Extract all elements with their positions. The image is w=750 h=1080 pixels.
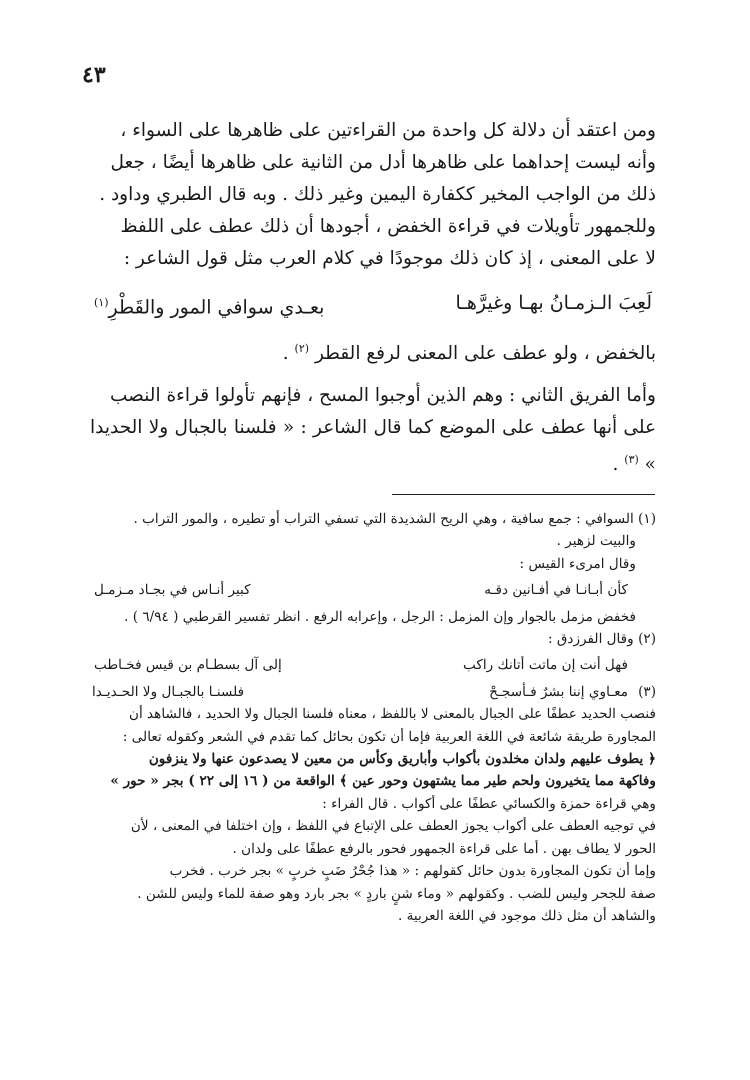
footnote-line: وهي قراءة حمزة والكسائي عطفًا على أكواب . قال الفراء :	[322, 795, 656, 812]
poetry-verse	[90, 287, 656, 323]
footnote-line: فنصب الحديد عطفًا على الجبال بالمعنى لا باللفظ ، معناه فلسنا الجبال ولا الحديد ، فالشاهد أن	[128, 706, 656, 723]
footnote-line: وقال امرىء القيس :	[519, 555, 636, 572]
footnote-ref: (٣)	[624, 453, 639, 467]
main-text	[90, 115, 656, 482]
footnote-line: والشاهد أن مثل ذلك موجود في اللغة العربية .	[397, 907, 656, 924]
footnote-line: المجاورة طريقة شائعة في اللغة العربية فإما أن تكون بحائل كما تقدم في الشعر وكقوله تعالى :	[122, 728, 656, 745]
footnote-line: صفة للجحر وليس للضب . وكقولهم « وماء شنٍ باردٍ » بجر بارد وهو صفة للماء وليس للشن .	[137, 885, 656, 902]
footnote-line: فخفض مزمل بالجوار وإن المزمل : الرجل ، وإعرابه الرفع . انظر تفسير القرطبي ( ٦/٩٤ ) .	[124, 608, 636, 625]
verse-first-hemistich: كأن أبـانـا في أفـانين دقـه	[484, 582, 628, 599]
page-number: ٤٣	[82, 62, 106, 88]
verse-second-hemistich: إلى آل بسطـام بن قيس فخـاطب	[94, 657, 282, 674]
verse-first-hemistich: لَعِبَ الـزمـانُ بهـا وغيرَّهـا	[455, 292, 652, 314]
footnote-line: (١) السوافي : جمع سافية ، وهي الريح الشديدة التي تسفي التراب أو تطيره ، والمور التراب .	[133, 511, 656, 527]
footnote-number: (٣)	[638, 683, 656, 700]
text-line: وأما الفريق الثاني : وهم الذين أوجبوا المسح ، فإنهم تأولوا قراءة النصب	[110, 385, 656, 407]
footnote-line: وإما أن تكون المجاورة بدون حائل كقولهم : « هذا جُحْرُ ضَبٍ خربٍ » بجر خرب . فخرب	[169, 863, 656, 880]
text-line: لا على المعنى ، إذ كان ذلك موجودًا في كلام العرب مثل قول الشاعر :	[123, 248, 656, 269]
footnote-line: (٢) وقال الفرزدق :	[547, 631, 656, 648]
quran-quote-line: وفاكهة مما يتخيرون ولحم طير مما يشتهون وحور عين ﴾ الواقعة من ( ١٦ إلى ٢٢ ) بجر « حور »	[110, 773, 656, 790]
footnote-line: الحور لا يطاف بهن . أما على قراءة الجمهور فحور بالرفع عطفًا على ولدان .	[232, 840, 656, 857]
footnote-verse	[76, 681, 656, 703]
footnote-verse	[76, 579, 656, 601]
verse-second-hemistich: كبير أنـاس في بجـاد مـزمـل	[94, 582, 251, 599]
verse-second-hemistich: بعـدي سوافي المور والقَطْرِ$^{(١)}$	[94, 296, 325, 319]
text-line: بالخفض ، ولو عطف على المعنى لرفع القطر $^{(٢)}$ .	[282, 342, 656, 365]
verse-first-hemistich: معـاوي إننا بشرٌ فـأسجـحْ	[489, 683, 629, 700]
text-line: ذلك من الواجب المخير ككفارة اليمين وغير ذلك . وبه قال الطبري وداود .	[99, 184, 656, 205]
footnote-ref: (١)	[94, 296, 109, 309]
footnote-ref: (٢)	[294, 342, 310, 356]
verse-second-hemistich: فلسنـا بالجبـال ولا الحـديـدا	[92, 683, 245, 700]
text-line: وأنه ليست إحداهما على ظاهرها أدل من الثانية على ظاهرها أيضًا ، جعل	[110, 152, 656, 173]
text-line: ومن اعتقد أن دلالة كل واحدة من القراءتين على ظاهرها على السواء ،	[120, 120, 656, 141]
text-line: وللجمهور تأويلات في قراءة الخفض ، أجودها أن ذلك عطف على اللفظ	[120, 216, 656, 237]
footnote-line: والبيت لزهير .	[556, 533, 636, 550]
footnote-verse	[76, 654, 656, 676]
quran-quote-line: ﴿ يطوف عليهم ولدان مخلدون بأكواب وأباريق وكأس من معين لا يصدعون عنها ولا ينزفون	[148, 751, 656, 768]
text-line: على أنها عطف على الموضع كما قال الشاعر : « فلسنا بالجبال ولا الحديدا » $^{(٣)}$ .	[90, 417, 656, 476]
footnote-line: في توجيه العطف على أكواب يجوز العطف على الإتباع في اللفظ ، وإن اختلفا في المعنى ، لأن	[130, 818, 656, 835]
footnote-divider	[392, 494, 655, 495]
verse-first-hemistich: فهل أنت إن ماتت أتانك راكب	[463, 657, 628, 674]
footnotes	[76, 508, 656, 927]
